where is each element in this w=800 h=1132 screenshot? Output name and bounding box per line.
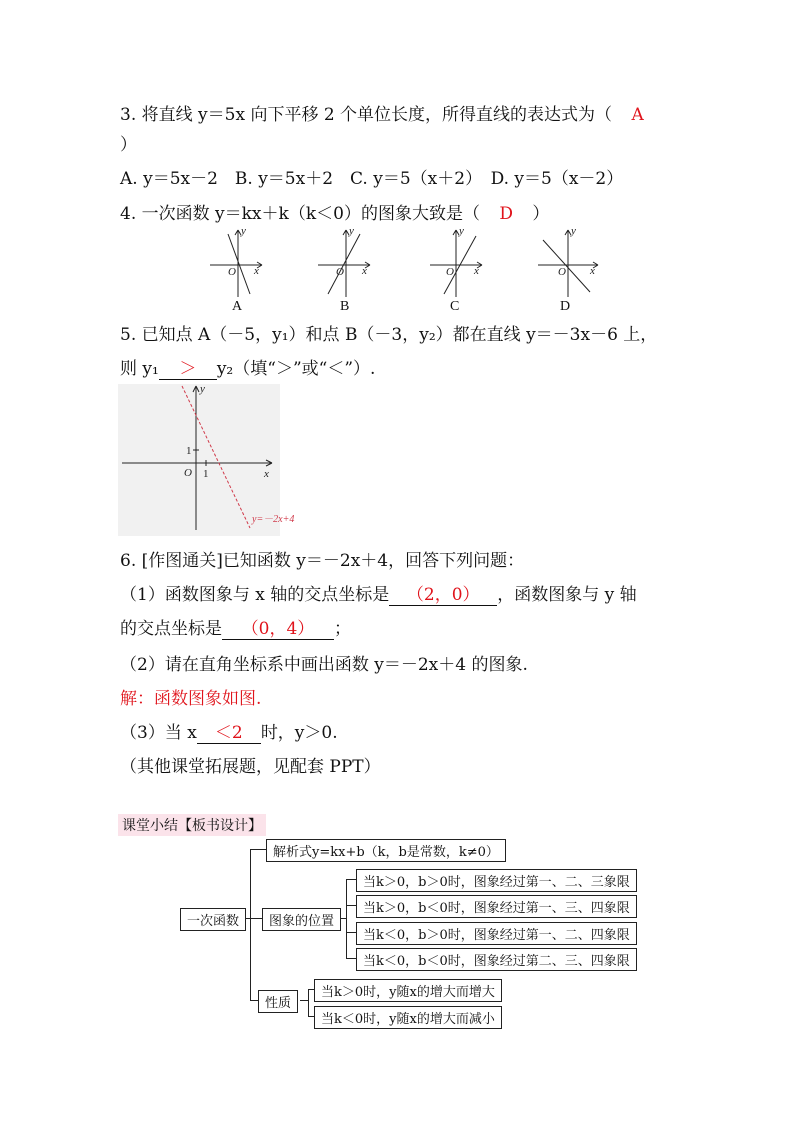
- summary-position-item-2: 当k＞0，b＜0时，图象经过第一、三、四象限: [356, 895, 637, 918]
- q4-c-ylabel: y: [459, 225, 464, 237]
- q4-close: ）: [532, 204, 550, 224]
- q6-part1-line2: [120, 614, 351, 640]
- q5-answer-blank: ＞: [159, 354, 217, 380]
- q4-stem-line: [120, 199, 549, 224]
- graph-line-label: y=－2x+4: [252, 514, 295, 525]
- q4-graph-a: [210, 230, 262, 297]
- q4-answer: D: [499, 204, 513, 224]
- q6-p1-text-d: ；: [334, 619, 351, 639]
- q3-close: ）: [120, 135, 137, 155]
- q6-part1-line1: [120, 580, 637, 606]
- q6-p3-text-b: 时，y＞0.: [260, 723, 338, 743]
- q4-d-origin: O: [558, 266, 566, 278]
- q6-solution: 解：函数图象如图.: [120, 689, 262, 709]
- q4-a-xlabel: x: [254, 265, 259, 277]
- summary-heading: 课堂小结【板书设计】: [118, 814, 266, 836]
- q4-a-origin: O: [228, 266, 236, 278]
- graph-x-label: x: [264, 468, 269, 480]
- q4-a-ylabel: y: [241, 225, 246, 237]
- q6-p3-text-a: （3）当 x: [120, 723, 197, 743]
- q4-graph-c: [430, 230, 482, 297]
- q3-stem-line: [120, 100, 644, 125]
- q5-suffix: y₂（填“＞”或“＜”）.: [216, 359, 376, 379]
- q5-line1: 5. 已知点 A（－5，y₁）和点 B（－3，y₂）都在直线 y＝－3x－6 上，: [120, 325, 658, 345]
- q3-options: A. y＝5x－2 B. y＝5x＋2 C. y＝5（x＋2） D. y＝5（x－2）: [120, 169, 624, 189]
- q4-choice-graphs: [0, 222, 800, 312]
- q4-label-c: C: [450, 299, 460, 312]
- q4-c-origin: O: [446, 266, 454, 278]
- q6-part3: [120, 718, 338, 744]
- q5-line2: [120, 354, 375, 380]
- q6-p1-answer1: （2，0）: [389, 580, 497, 606]
- summary-root: 一次函数: [180, 908, 246, 931]
- q4-b-ylabel: y: [349, 225, 354, 237]
- q6-p3-answer: ＜2: [197, 718, 261, 744]
- extension-note: （其他课堂拓展题，见配套 PPT）: [120, 757, 381, 777]
- q4-b-origin: O: [336, 266, 344, 278]
- summary-position: 图象的位置: [262, 908, 341, 931]
- summary-position-item-1: 当k＞0，b＞0时，图象经过第一、二、三象限: [356, 869, 637, 892]
- graph-tick-x1: 1: [203, 468, 209, 480]
- summary-position-item-4: 当k＜0，b＜0时，图象经过第二、三、四象限: [356, 948, 637, 971]
- q4-d-xlabel: x: [590, 265, 595, 277]
- q6-title: 6. [作图通关]已知函数 y＝－2x＋4，回答下列问题：: [120, 551, 525, 571]
- q4-b-xlabel: x: [362, 265, 367, 277]
- graph-y-label: y: [200, 383, 205, 395]
- q4-label-a: A: [232, 299, 243, 312]
- graph-origin: O: [184, 467, 192, 479]
- q4-stem: 4. 一次函数 y＝kx＋k（k＜0）的图象大致是（: [120, 204, 480, 224]
- q4-label-b: B: [340, 299, 350, 312]
- q6-p1-answer2: （0，4）: [222, 614, 334, 640]
- q4-graph-b: [318, 230, 370, 297]
- q3-stem: 3. 将直线 y＝5x 向下平移 2 个单位长度，所得直线的表达式为（: [120, 105, 613, 125]
- q4-label-d: D: [560, 299, 571, 312]
- q6-part2: （2）请在直角坐标系中画出函数 y＝－2x＋4 的图象.: [120, 655, 528, 675]
- summary-property: 性质: [258, 990, 298, 1013]
- coordinate-graph: [0, 380, 800, 540]
- q6-p1-text-c: 的交点坐标是: [120, 619, 222, 639]
- q6-p1-text-b: ，函数图象与 y 轴: [497, 585, 637, 605]
- summary-analytic-formula: 解析式y=kx+b（k，b是常数，k≠0）: [266, 839, 506, 862]
- q4-d-ylabel: y: [571, 225, 576, 237]
- q4-c-xlabel: x: [474, 265, 479, 277]
- q5-prefix: 则 y₁: [120, 359, 159, 379]
- graph-tick-y1: 1: [186, 445, 192, 457]
- q6-p1-text-a: （1）函数图象与 x 轴的交点坐标是: [120, 585, 390, 605]
- summary-property-item-1: 当k＞0时，y随x的增大而增大: [314, 979, 502, 1002]
- q4-graph-d: [538, 230, 598, 297]
- summary-property-item-2: 当k＜0时，y随x的增大而减小: [314, 1006, 502, 1029]
- q3-answer: A: [631, 105, 644, 125]
- summary-position-item-3: 当k＜0，b＞0时，图象经过第一、二、四象限: [356, 922, 637, 945]
